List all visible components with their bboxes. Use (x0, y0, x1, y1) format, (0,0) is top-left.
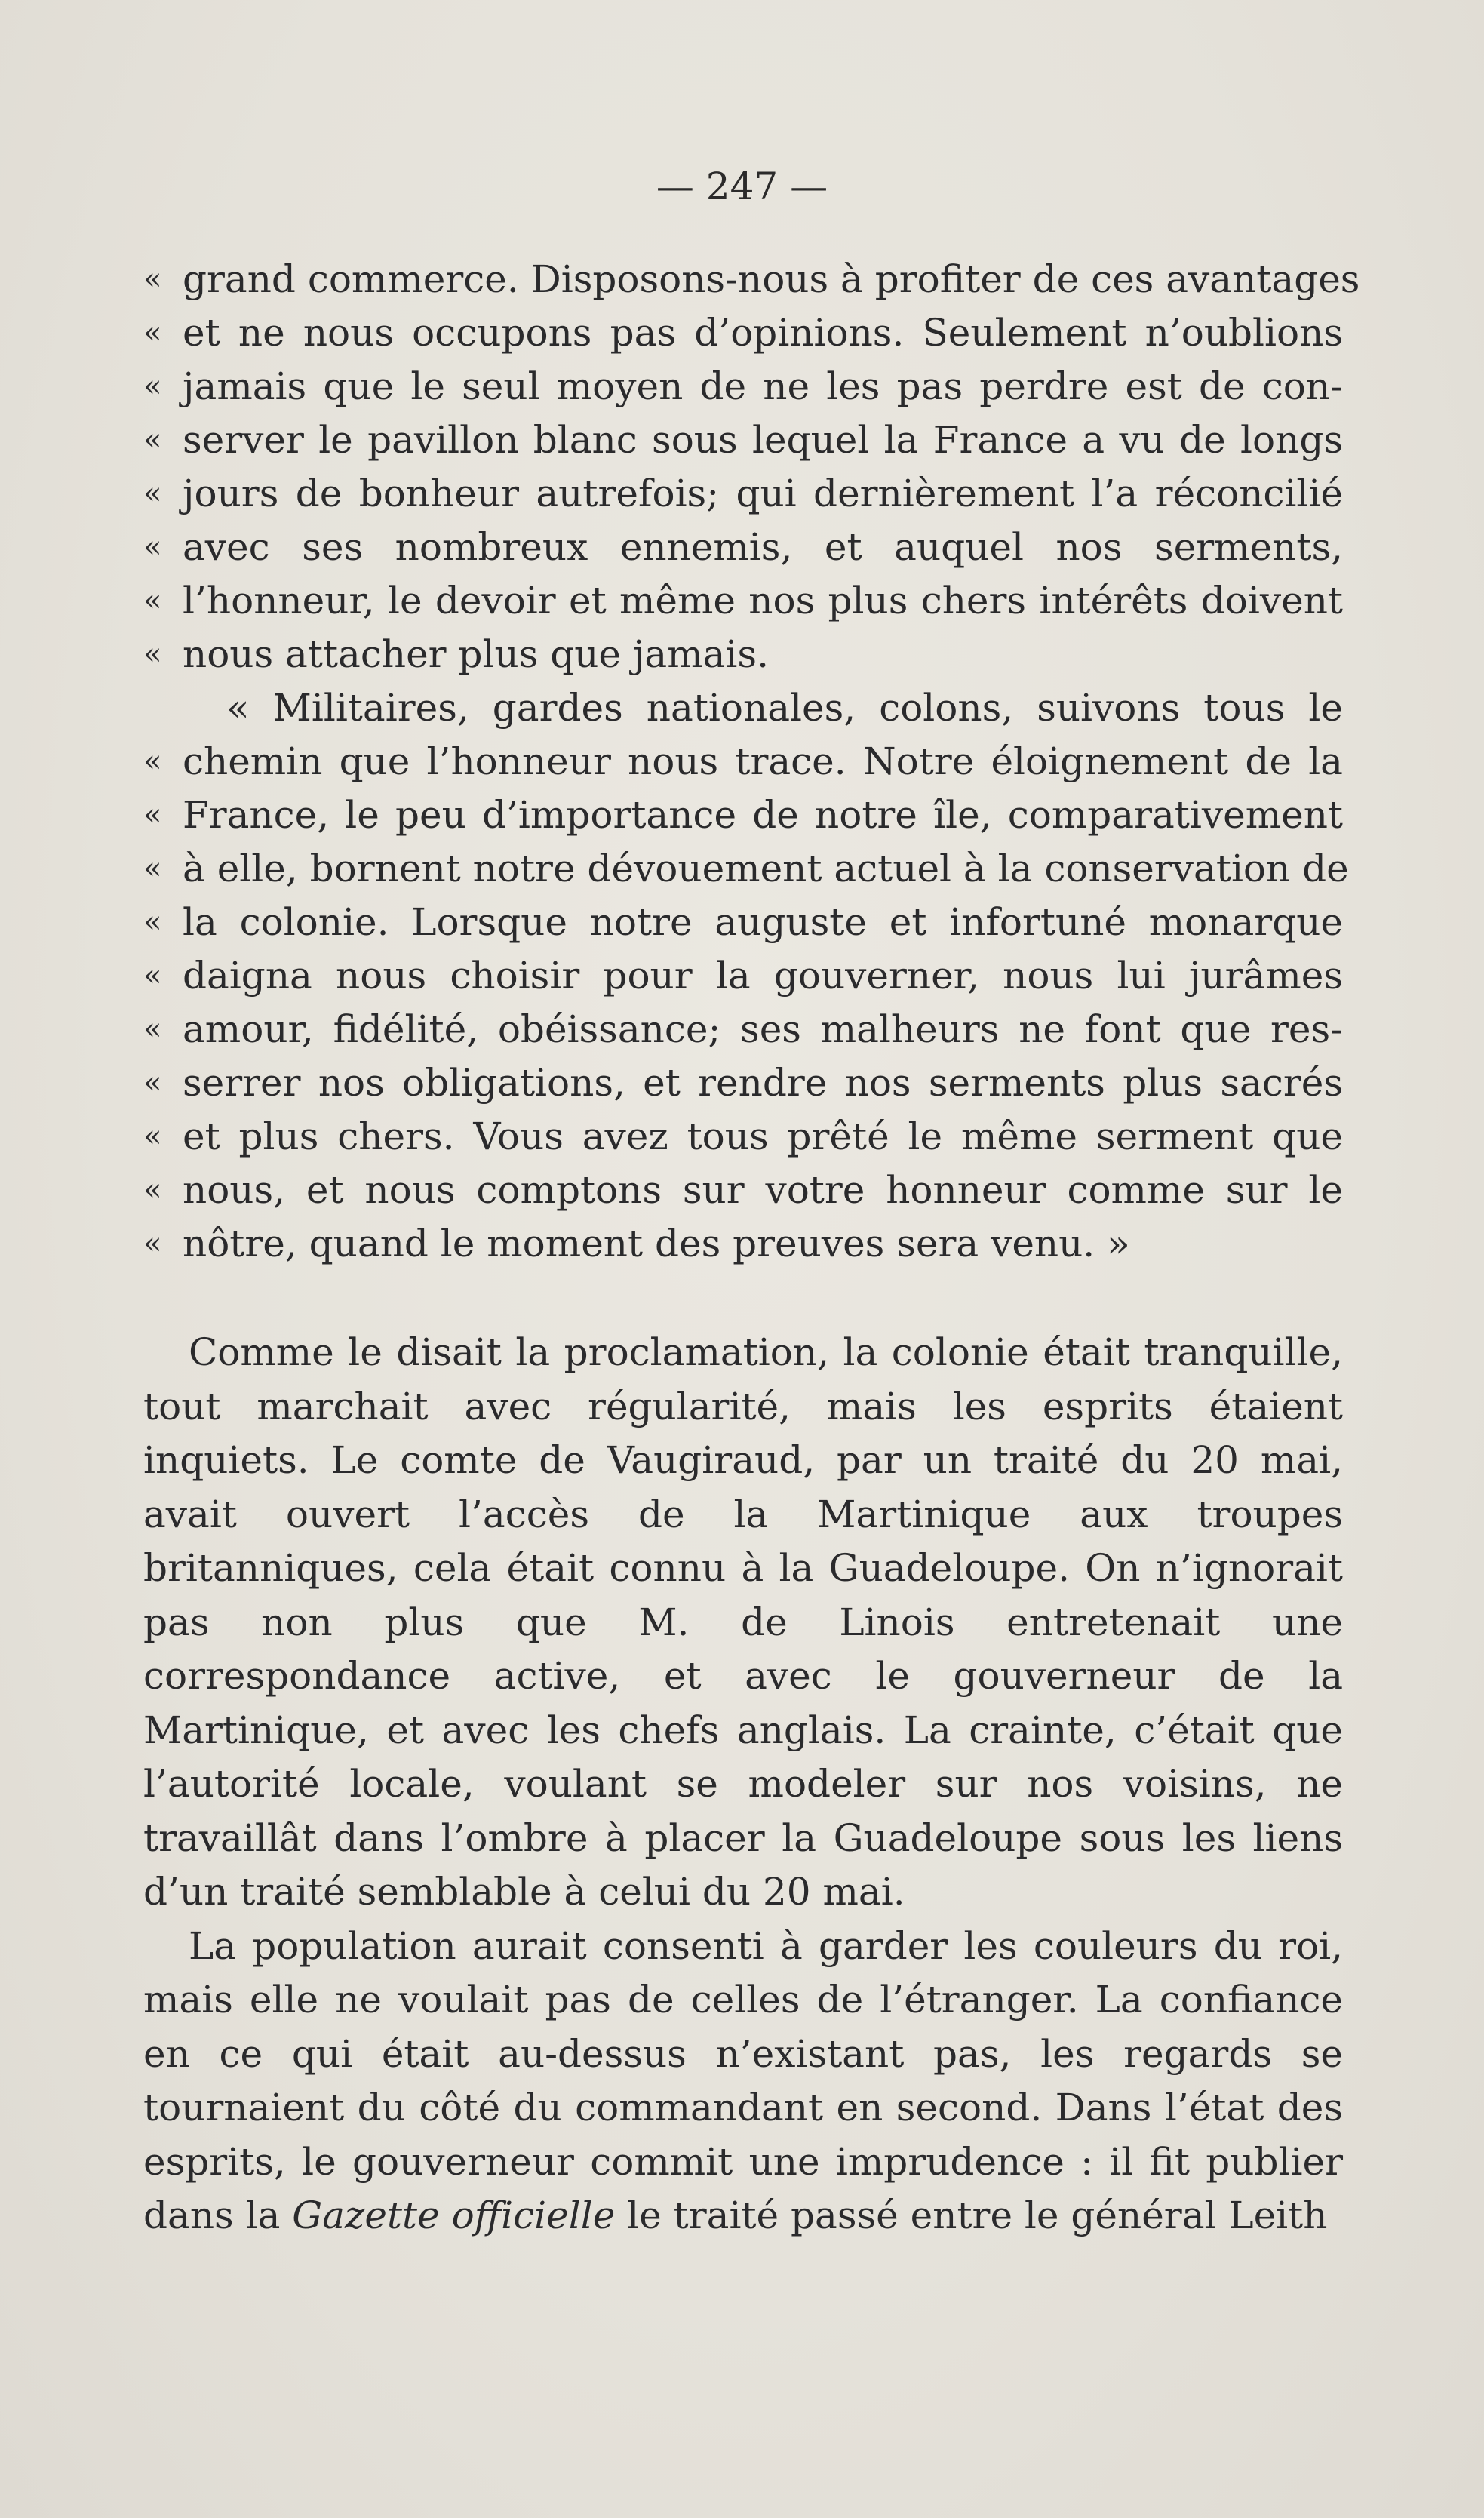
quote-line-text: daigna nous choisir pour la gouverner, nous lui jurâmes (183, 954, 1343, 998)
quote-mark: « (143, 369, 162, 404)
paragraph: Comme le disait la proclamation, la colonie était tranquille, tout marchait avec régularité, mais les esprits étaient inquiets. Le comte de Vaugiraud, par un traité du 20 mai, avait ouvert l’accès de la Martinique aux troupes britanniques, cela était connu à la Guadeloupe. On n’ignorait pas non plus que M. de Linois entretenait une correspondance active, et avec le gouverneur de la Martinique, et avec les chefs anglais. La crainte, c’était que l’autorité locale, voulant se modeler sur nos voisins, ne travaillât dans l’ombre à placer la Guadeloupe sous les liens d’un traité semblable à celui du 20 mai. (143, 1330, 1343, 1914)
quote-line (143, 1164, 1343, 1217)
quote-line-text: chemin que l’honneur nous trace. Notre éloignement de la (183, 739, 1343, 783)
quote-line-text: server le pavillon blanc sous lequel la France a vu de longs (183, 418, 1343, 462)
quote-line-text: la colonie. Lorsque notre auguste et infortuné monarque (183, 900, 1343, 944)
quote-mark: « (143, 476, 162, 511)
quote-mark: « (143, 905, 162, 939)
quote-line-text: nous attacher plus que jamais. (183, 632, 769, 676)
quote-line-text: serrer nos obligations, et rendre nos serments plus sacrés (183, 1061, 1343, 1105)
page-number: — 247 — (656, 164, 828, 208)
quote-line-text: amour, fidélité, obéissance; ses malheurs ne font que res- (183, 1007, 1343, 1051)
quote-mark: « (143, 1065, 162, 1100)
quote-mark: « (143, 851, 162, 886)
newspaper-title: Gazette officielle (292, 2194, 616, 2237)
quote-line-text: et ne nous occupons pas d’opinions. Seulement n’oublions (183, 311, 1343, 355)
quote-line-text: nôtre, quand le moment des preuves sera venu. » (183, 1222, 1130, 1265)
quote-line (143, 1003, 1343, 1056)
quote-line (143, 360, 1343, 414)
quote-mark: « (143, 262, 162, 297)
body-text (143, 1326, 1343, 2243)
quote-line (143, 949, 1343, 1003)
quote-mark: « (143, 1173, 162, 1207)
quote-mark: « (143, 1012, 162, 1047)
quote-line (143, 306, 1343, 360)
quote-line (143, 1217, 1343, 1271)
quote-line-text: jours de bonheur autrefois; qui dernièrement l’a réconcilié (183, 472, 1343, 515)
quote-line (143, 735, 1343, 789)
paragraph (143, 1920, 1343, 2243)
quote-line-text: grand commerce. Disposons-nous à profiter de ces avantages (183, 257, 1360, 301)
quote-mark: « (143, 744, 162, 779)
quote-mark: « (143, 583, 162, 618)
quote-line-text: France, le peu d’importance de notre île, comparativement (183, 793, 1343, 837)
quote-line (143, 681, 1343, 735)
quote-mark: « (143, 315, 162, 350)
quote-mark: « (143, 530, 162, 564)
quote-mark: « (143, 958, 162, 993)
quote-line (143, 521, 1343, 574)
quote-line-text: à elle, bornent notre dévouement actuel à la conservation de (183, 847, 1349, 890)
quote-line-text: nous, et nous comptons sur votre honneur comme sur le (183, 1168, 1343, 1212)
quote-line-text: avec ses nombreux ennemis, et auquel nos serments, (183, 525, 1343, 569)
quote-line (143, 1110, 1343, 1164)
quote-line (143, 467, 1343, 521)
quote-mark: « (143, 798, 162, 832)
paragraph-text: le traité passé entre le général Leith (615, 2194, 1328, 2237)
quote-line (143, 842, 1349, 896)
quote-line (143, 574, 1343, 628)
quote-line-text: et plus chers. Vous avez tous prêté le même serment que (183, 1114, 1343, 1158)
quote-mark: « (143, 423, 162, 457)
quote-line (143, 628, 1343, 681)
quote-line (143, 1056, 1343, 1110)
quote-line (143, 896, 1343, 949)
quote-line-text: l’honneur, le devoir et même nos plus chers intérêts doivent (183, 579, 1343, 623)
quote-mark: « (143, 637, 162, 672)
quote-line (143, 789, 1343, 842)
proclamation-quote (143, 253, 1360, 1271)
quote-line-text: « Militaires, gardes nationales, colons, suivons tous le (226, 686, 1343, 730)
quote-mark: « (143, 1226, 162, 1261)
quote-line (143, 253, 1360, 306)
quote-mark: « (143, 1119, 162, 1154)
quote-line-text: jamais que le seul moyen de ne les pas perdre est de con- (183, 364, 1343, 408)
paragraph-text: La population aurait consenti à garder les couleurs du roi, mais elle ne voulait pas de celles de l’étranger. La confiance en ce qui était au-dessus n’existant pas, les regards se tournaient du côté du commandant en second. Dans l’état des esprits, le gouverneur commit une imprudence : il fit publier dans la (143, 1923, 1343, 2237)
quote-line (143, 414, 1343, 467)
